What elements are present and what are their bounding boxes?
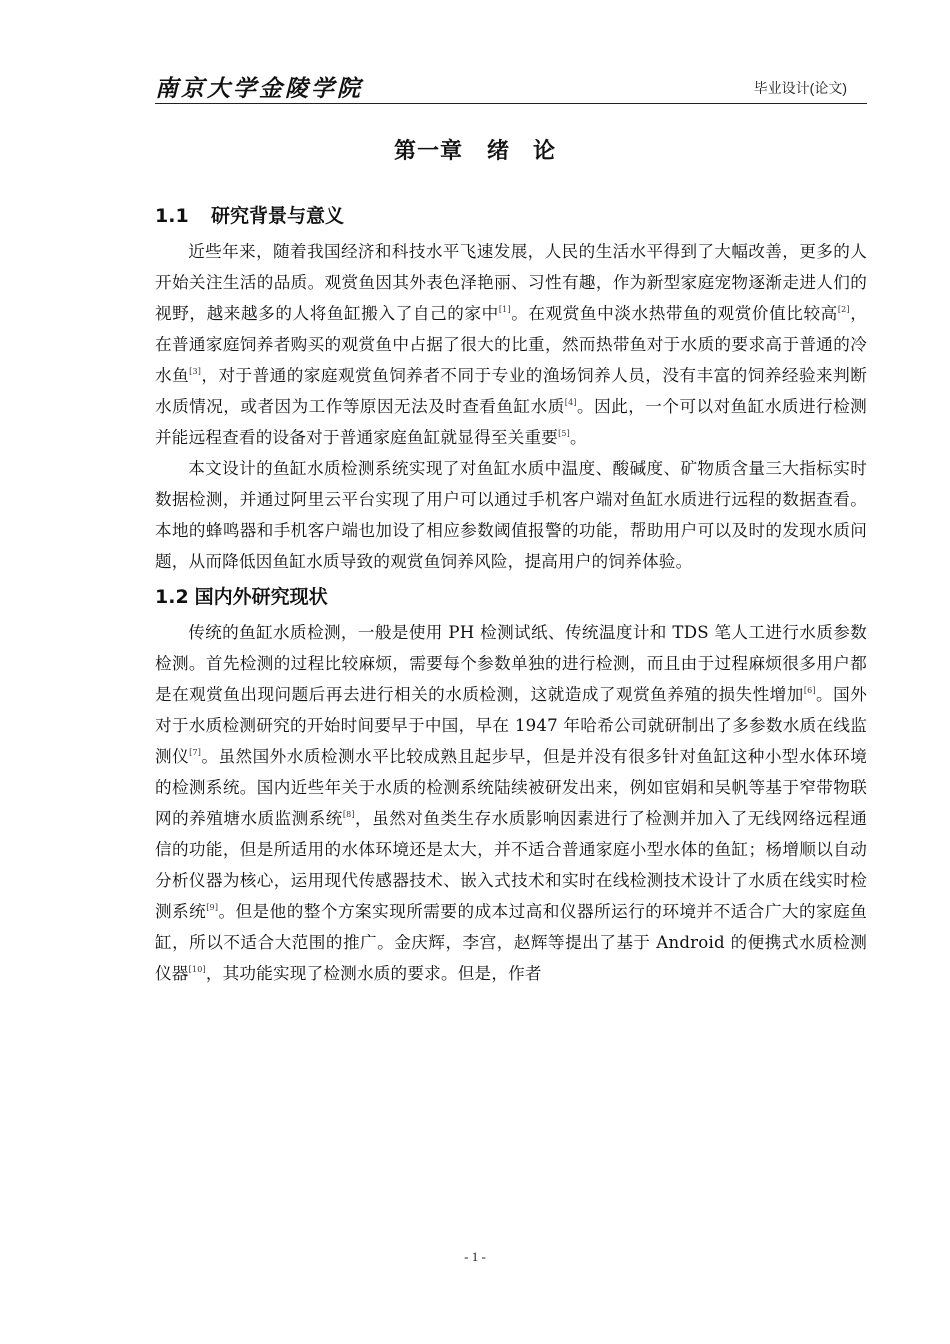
section-heading — [155, 577, 867, 617]
section-number: 1.2 — [155, 586, 189, 608]
page-body — [155, 196, 867, 989]
citation-ref: [5] — [558, 429, 570, 438]
school-name: 南京大学金陵学院 — [155, 75, 363, 102]
header-divider — [155, 103, 867, 104]
citation-ref: [8] — [342, 810, 355, 819]
citation-ref: [3] — [189, 367, 202, 376]
citation-ref: [7] — [189, 748, 202, 757]
section-title: 研究背景与意义 — [211, 205, 345, 227]
chapter-title: 绪 论 — [487, 139, 557, 164]
chapter-heading — [0, 134, 950, 165]
citation-ref: [6] — [803, 686, 816, 695]
section-number: 1.1 — [155, 205, 189, 227]
body-paragraph: 近些年来，随着我国经济和科技水平飞速发展，人民的生活水平得到了大幅改善，更多的人开始关注生活的品质。观赏鱼因其外表色泽艳丽、习性有趣，作为新型家庭宠物逐渐走进人们的视野，越来越多的人将鱼缸搬入了自己的家中[1]。在观赏鱼中淡水热带鱼的观赏价值比较高[2]，在普通家庭饲养者购买的观赏鱼中占据了很大的比重，然而热带鱼对于水质的要求高于普通的冷水鱼[3]，对于普通的家庭观赏鱼饲养者不同于专业的渔场饲养人员，没有丰富的饲养经验来判断水质情况，或者因为工作等原因无法及时查看鱼缸水质[4]。因此，一个可以对鱼缸水质进行检测并能远程查看的设备对于普通家庭鱼缸就显得至关重要[5]。 — [155, 242, 867, 447]
page-number: - 1 - — [464, 1249, 486, 1264]
citation-ref: [9] — [206, 903, 219, 912]
citation-ref: [10] — [188, 965, 206, 974]
page-header — [155, 64, 867, 104]
section-title: 国内外研究现状 — [194, 586, 328, 608]
citation-ref: [1] — [498, 305, 511, 314]
citation-ref: [2] — [837, 305, 850, 314]
body-paragraph: 本文设计的鱼缸水质检测系统实现了对鱼缸水质中温度、酸碱度、矿物质含量三大指标实时数据检测，并通过阿里云平台实现了用户可以通过手机客户端对鱼缸水质进行远程的数据查看。本地的蜂鸣器和手机客户端也加设了相应参数阈值报警的功能，帮助用户可以及时的发现水质问题，从而降低因鱼缸水质导致的观赏鱼饲养风险，提高用户的饲养体验。 — [155, 459, 867, 571]
body-paragraph: 传统的鱼缸水质检测，一般是使用 PH 检测试纸、传统温度计和 TDS 笔人工进行水质参数检测。首先检测的过程比较麻烦，需要每个参数单独的进行检测，而且由于过程麻烦很多用户都是在观赏鱼出现问题后再去进行相关的水质检测，这就造成了观赏鱼养殖的损失性增加[6]。国外对于水质检测研究的开始时间要早于中国，早在 1947 年哈希公司就研制出了多参数水质在线监测仪[7]。虽然国外水质检测水平比较成熟且起步早，但是并没有很多针对鱼缸这种小型水体环境的检测系统。国内近些年关于水质的检测系统陆续被研发出来，例如宦娟和吴帆等基于窄带物联网的养殖塘水质监测系统[8]，虽然对鱼类生存水质影响因素进行了检测并加入了无线网络远程通信的功能，但是所适用的水体环境还是太大，并不适合普通家庭小型水体的鱼缸；杨增顺以自动分析仪器为核心，运用现代传感器技术、嵌入式技术和实时在线检测技术设计了水质在线实时检测系统[9]。但是他的整个方案实现所需要的成本过高和仪器所运行的环境并不适合广大的家庭鱼缸，所以不适合大范围的推广。金庆辉，李宫，赵辉等提出了基于 Android 的便携式水质检测仪器[10]，其功能实现了检测水质的要求。但是，作者 — [155, 623, 868, 983]
section-heading — [155, 196, 867, 236]
chapter-label: 第一章 — [393, 139, 463, 164]
document-type: 毕业设计(论文) — [753, 80, 847, 96]
citation-ref: [4] — [564, 398, 577, 407]
